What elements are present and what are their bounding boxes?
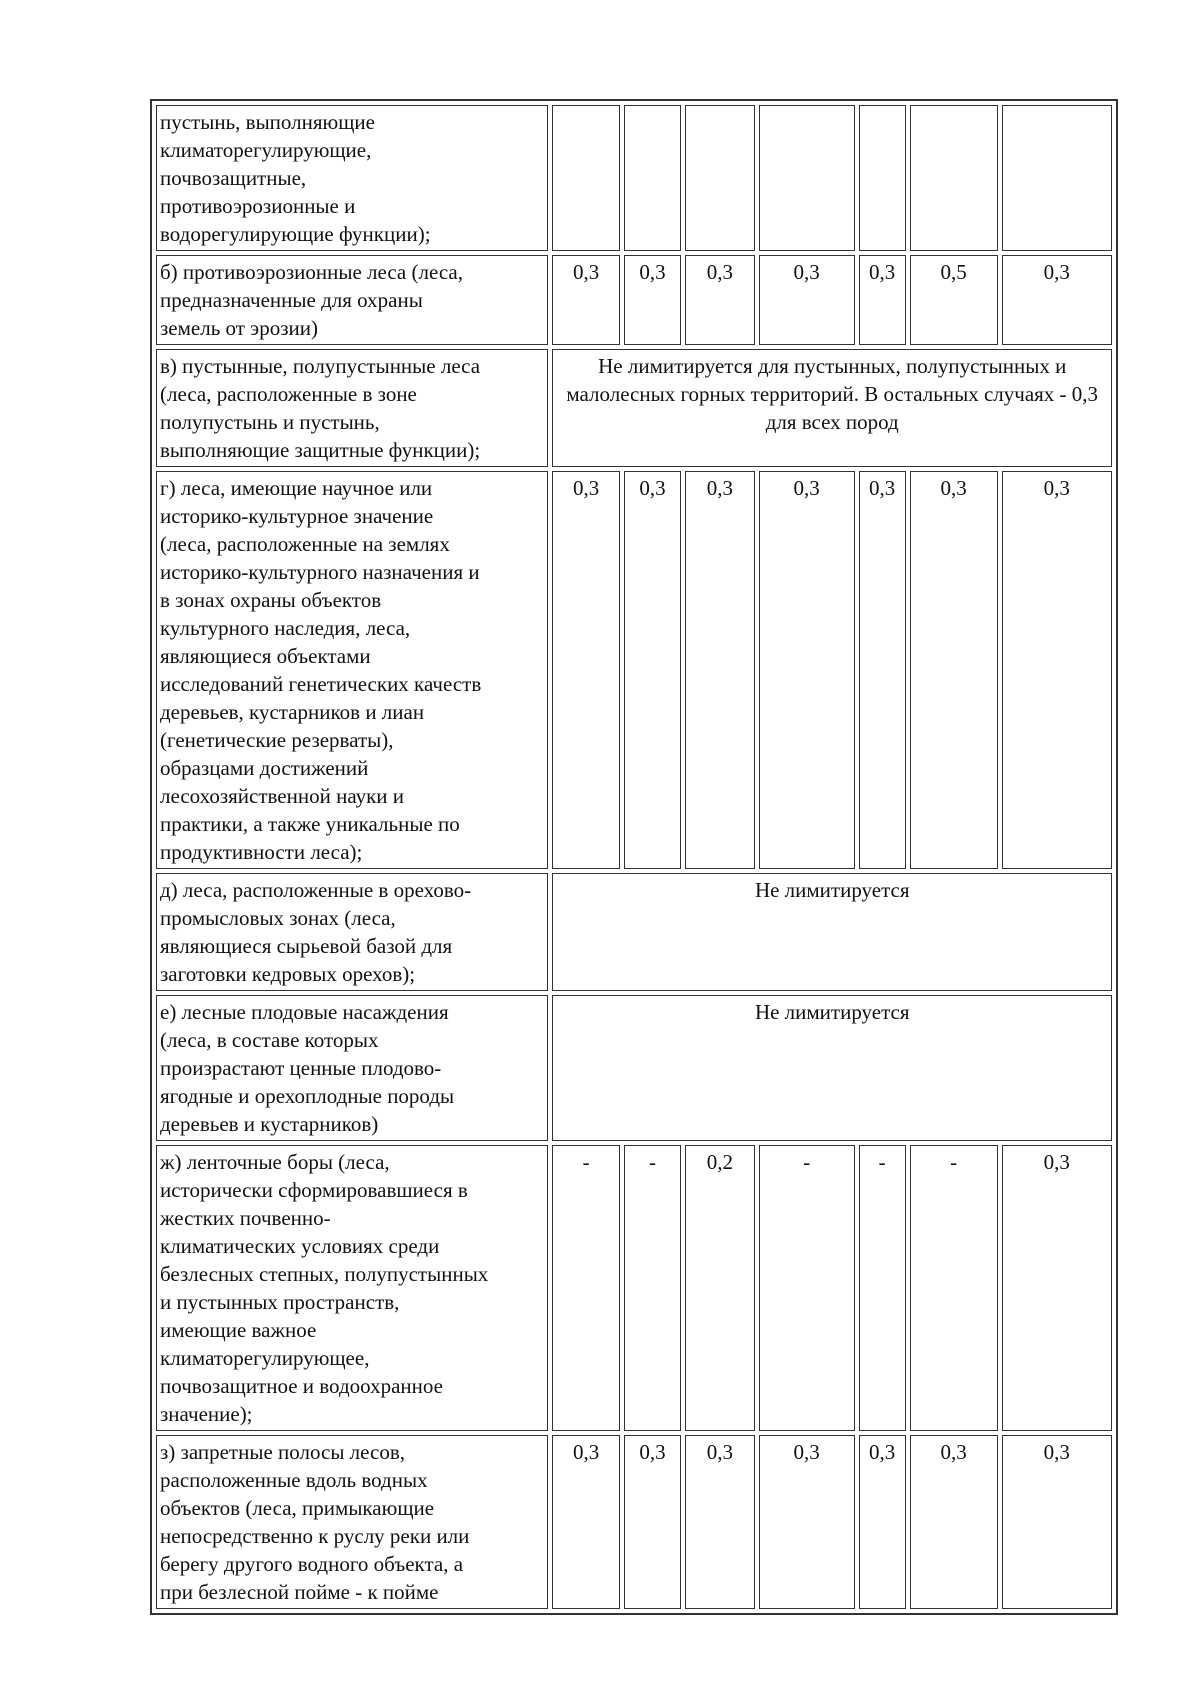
value-cell: 0,3	[1002, 471, 1112, 869]
merged-note-cell: Не лимитируется для пустынных, полупустынных и малолесных горных территорий. В остальных случаях - 0,3 для всех пород	[552, 349, 1112, 467]
value-cell: 0,3	[759, 471, 855, 869]
value-cell: 0,5	[910, 255, 998, 345]
value-cell: 0,3	[552, 255, 619, 345]
table-row	[156, 1435, 1112, 1609]
forest-category-cell: б) противоэрозионные леса (леса, предназначенные для охраны земель от эрозии)	[156, 255, 548, 345]
value-cell: 0,3	[759, 255, 855, 345]
forest-category-cell: пустынь, выполняющие климаторегулирующие, почвозащитные, противоэрозионные и водорегулирующие функции);	[156, 105, 548, 251]
value-cell: -	[859, 1145, 906, 1431]
forest-category-cell: з) запретные полосы лесов, расположенные вдоль водных объектов (леса, примыкающие непосредственно к руслу реки или берегу другого водного объекта, а при безлесной пойме - к пойме	[156, 1435, 548, 1609]
value-cell: 0,3	[1002, 1435, 1112, 1609]
value-cell: 0,3	[685, 255, 754, 345]
value-cell: 0,3	[859, 471, 906, 869]
table-row	[156, 873, 1112, 991]
value-cell: 0,3	[1002, 1145, 1112, 1431]
value-cell	[759, 105, 855, 251]
forest-category-cell: д) леса, расположенные в орехово- промысловых зонах (леса, являющиеся сырьевой базой для заготовки кедровых орехов);	[156, 873, 548, 991]
forest-category-cell: в) пустынные, полупустынные леса (леса, расположенные в зоне полупустынь и пустынь, выполняющие защитные функции);	[156, 349, 548, 467]
value-cell	[859, 105, 906, 251]
table-row	[156, 1145, 1112, 1431]
value-cell: 0,3	[685, 1435, 754, 1609]
value-cell	[1002, 105, 1112, 251]
value-cell: 0,3	[910, 471, 998, 869]
merged-note-cell: Не лимитируется	[552, 995, 1112, 1141]
value-cell: 0,2	[685, 1145, 754, 1431]
value-cell: 0,3	[624, 255, 681, 345]
value-cell: 0,3	[552, 471, 619, 869]
value-cell	[910, 105, 998, 251]
forest-category-cell: е) лесные плодовые насаждения (леса, в составе которых произрастают ценные плодово- ягодные и орехоплодные породы деревьев и кустарников)	[156, 995, 548, 1141]
value-cell: 0,3	[859, 255, 906, 345]
value-cell: 0,3	[552, 1435, 619, 1609]
value-cell	[624, 105, 681, 251]
table-row	[156, 349, 1112, 467]
value-cell	[552, 105, 619, 251]
table-row	[156, 471, 1112, 869]
value-cell: -	[910, 1145, 998, 1431]
value-cell	[685, 105, 754, 251]
forest-category-cell: г) леса, имеющие научное или историко-культурное значение (леса, расположенные на землях историко-культурного назначения и в зонах охраны объектов культурного наследия, леса, являющиеся объектами исследований генетических качеств деревьев, кустарников и лиан (генетические резерваты), образцами достижений лесохозяйственной науки и практики, а также уникальные по продуктивности леса);	[156, 471, 548, 869]
table-row	[156, 105, 1112, 251]
value-cell: -	[552, 1145, 619, 1431]
value-cell: -	[624, 1145, 681, 1431]
table-row	[156, 995, 1112, 1141]
value-cell: 0,3	[859, 1435, 906, 1609]
value-cell: 0,3	[685, 471, 754, 869]
merged-note-cell: Не лимитируется	[552, 873, 1112, 991]
forest-norms-table	[150, 99, 1118, 1615]
forest-category-cell: ж) ленточные боры (леса, исторически сформировавшиеся в жестких почвенно- климатических условиях среди безлесных степных, полупустынных и пустынных пространств, имеющие важное климаторегулирующее, почвозащитное и водоохранное значение);	[156, 1145, 548, 1431]
value-cell: 0,3	[624, 1435, 681, 1609]
value-cell: 0,3	[1002, 255, 1112, 345]
value-cell: -	[759, 1145, 855, 1431]
value-cell: 0,3	[759, 1435, 855, 1609]
value-cell: 0,3	[910, 1435, 998, 1609]
value-cell: 0,3	[624, 471, 681, 869]
table-row	[156, 255, 1112, 345]
